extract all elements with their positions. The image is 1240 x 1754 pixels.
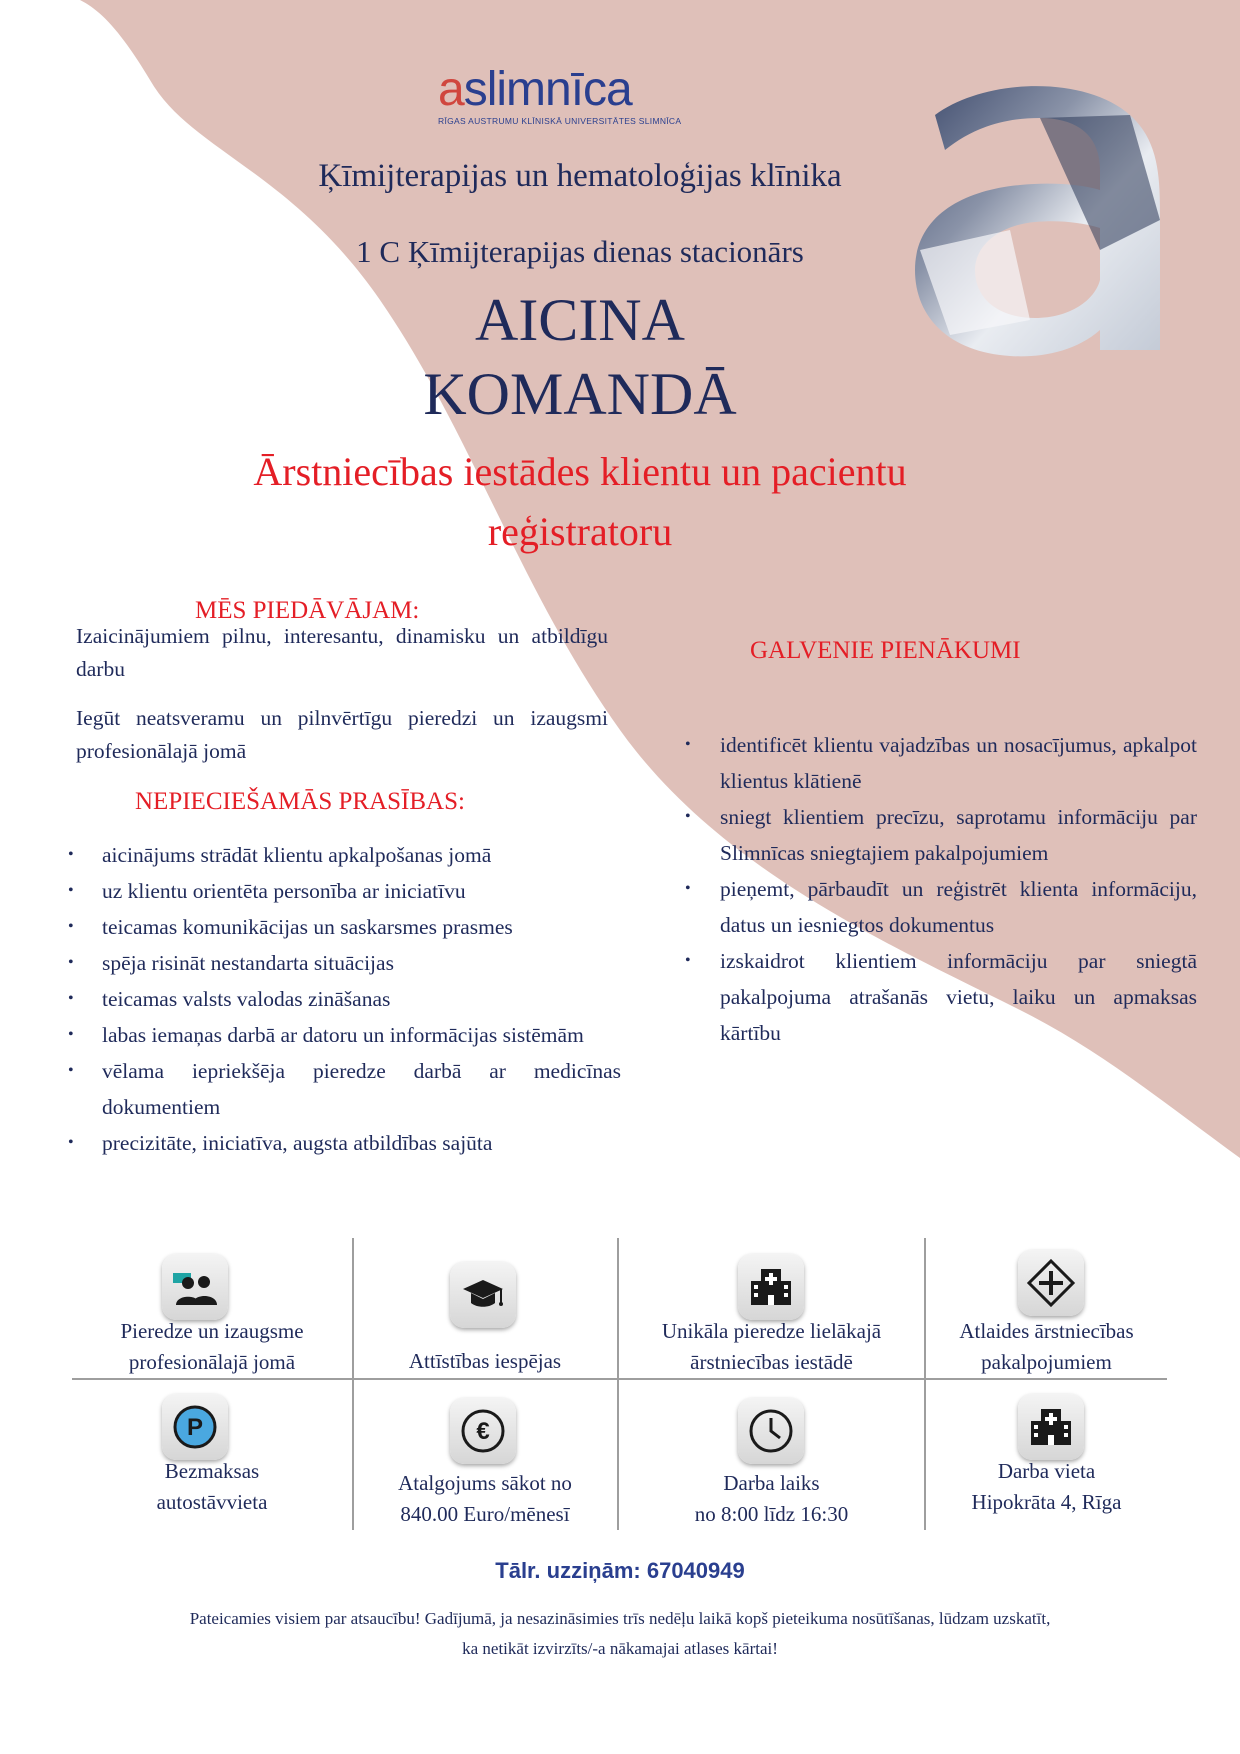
list-item: • precizitāte, iniciatīva, augsta atbildības sajūta	[68, 1131, 493, 1155]
contact-phone: Tālr. uzziņām: 67040949	[495, 1558, 745, 1583]
clinic-name: Ķīmijterapijas un hematoloģijas klīnika	[318, 158, 842, 194]
offer-item: Iegūt neatsveramu un pilnvērtīgu pieredzi un izaugsmi profesionālajā jomā	[76, 706, 608, 763]
svg-text:€: €	[476, 1418, 490, 1445]
benefit-item: Pieredze un izaugsme profesionālajā jomā	[120, 1319, 304, 1374]
logo-subtitle: RĪGAS AUSTRUMU KLĪNISKĀ UNIVERSITĀTES SLIMNĪCA	[438, 116, 682, 126]
hospital-logo	[438, 63, 682, 126]
benefit-item: Atlaides ārstniecības pakalpojumiem	[959, 1319, 1134, 1374]
list-item: • spēja risināt nestandarta situācijas	[68, 951, 394, 975]
list-item: • uz klientu orientēta personība ar iniciatīvu	[68, 879, 466, 903]
people-icon	[162, 1254, 228, 1320]
list-item: • labas iemaņas darbā ar datoru un informācijas sistēmām	[68, 1023, 584, 1047]
building-icon	[1018, 1394, 1084, 1460]
euro-icon	[450, 1398, 516, 1464]
list-item: • identificēt klientu vajadzības un nosacījumus, apkalpot klientus klātienē	[685, 733, 1197, 793]
parking-icon	[162, 1394, 228, 1460]
list-item: • pieņemt, pārbaudīt un reģistrēt klienta informāciju, datus un iesniegtos dokumentus	[685, 877, 1197, 937]
graduation-cap-icon	[450, 1262, 516, 1328]
logo-mark: a	[438, 63, 464, 116]
list-item: • teicamas valsts valodas zināšanas	[68, 987, 391, 1011]
list-item: • aicinājums strādāt klientu apkalpošanas jomā	[68, 843, 492, 867]
benefit-item: Bezmaksas autostāvvieta	[156, 1459, 268, 1514]
grid-divider	[72, 1378, 1167, 1380]
duties-heading: GALVENIE PIENĀKUMI	[750, 637, 1021, 664]
benefits-grid	[72, 1238, 1167, 1530]
offer-item: Izaicinājumiem pilnu, interesantu, dinamisku un atbildīgu darbu	[76, 624, 608, 681]
benefit-item: Attīstības iespējas	[408, 1349, 562, 1373]
hospital-icon	[738, 1254, 804, 1320]
position-title-line-1: Ārstniecības iestādes klientu un pacientu	[253, 449, 907, 494]
medical-cross-icon	[1018, 1250, 1084, 1316]
benefit-item: Unikāla pieredze lielākajā ārstniecības iestādē	[661, 1319, 882, 1374]
list-item: • izskaidrot klientiem informāciju par sniegtā pakalpojuma atrašanās vietu, laiku un apmaksas kārtību	[685, 949, 1197, 1045]
benefit-item: Darba laiks no 8:00 līdz 16:30	[694, 1471, 849, 1526]
unit-name: 1 C Ķīmijterapijas dienas stacionārs	[356, 234, 804, 269]
footer-line-2: ka netikāt izvirzīts/-a nākamajai atlases kārtai!	[462, 1639, 778, 1658]
list-item: • teicamas komunikācijas un saskarsmes prasmes	[68, 915, 513, 939]
offer-heading: MĒS PIEDĀVĀJAM:	[195, 597, 420, 624]
position-title-line-2: reģistratoru	[487, 509, 673, 554]
benefit-item: Atalgojums sākot no 840.00 Euro/mēnesī	[398, 1471, 572, 1526]
requirements-list	[66, 837, 621, 1161]
position-title	[150, 442, 1010, 562]
list-item: • sniegt klientiem precīzu, saprotamu informāciju par Slimnīcas sniegtajiem pakalpojumiem	[685, 805, 1197, 865]
footer-line-1: Pateicamies visiem par atsaucību! Gadījumā, ja nesazināsimies trīs nedēļu laikā kopš pieteikuma nosūtīšanas, lūdzam uzskatīt,	[189, 1609, 1051, 1628]
list-item: • vēlama iepriekšēja pieredze darbā ar medicīnas dokumentiem	[68, 1059, 621, 1119]
invite-line-2: KOMANDĀ	[423, 361, 737, 427]
invite-line-1: AICINA	[475, 287, 685, 353]
svg-text:P: P	[186, 1414, 204, 1441]
logo-name: slimnīca	[463, 63, 632, 116]
clock-icon	[738, 1398, 804, 1464]
requirements-heading: NEPIECIEŠAMĀS PRASĪBAS:	[135, 788, 465, 815]
benefit-item: Darba vieta Hipokrāta 4, Rīga	[971, 1459, 1122, 1514]
duties-list	[683, 727, 1197, 1051]
footer-note	[85, 1604, 1155, 1664]
